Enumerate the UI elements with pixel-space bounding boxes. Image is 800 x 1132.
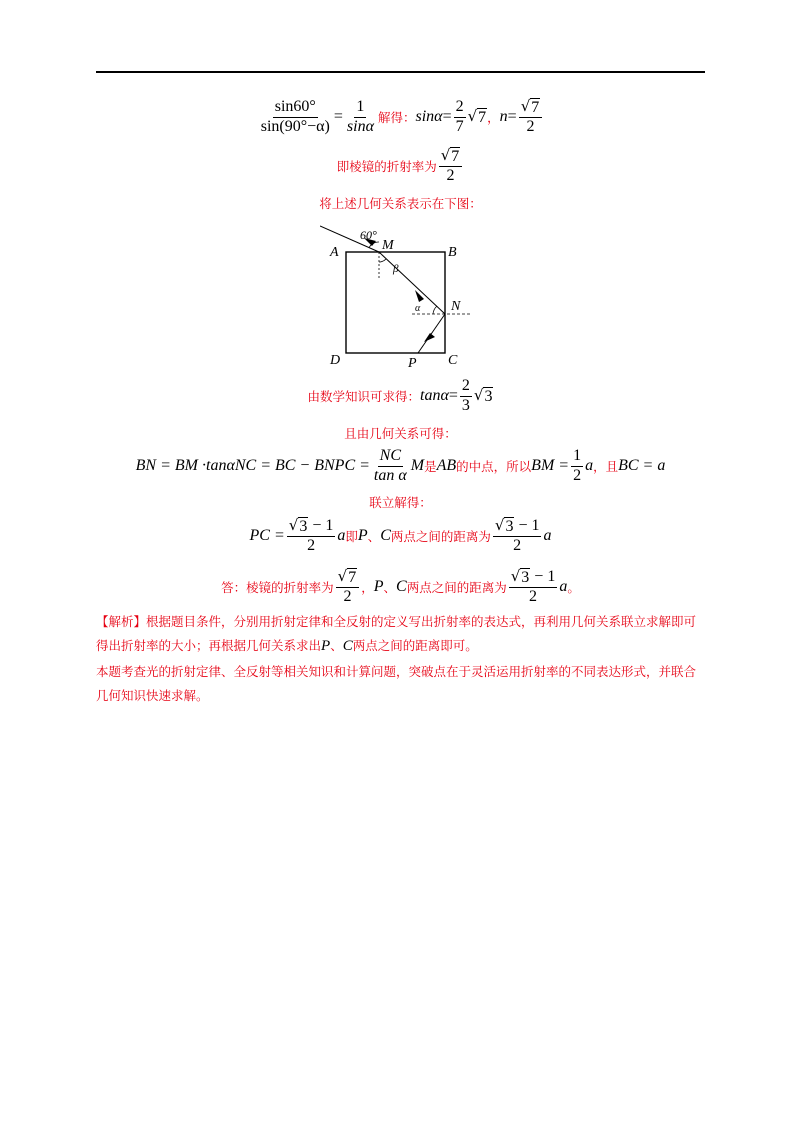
tan-intro-text: 由数学知识可求得： xyxy=(307,389,421,404)
distance-text: 两点之间的距离为 xyxy=(390,529,491,544)
c-point: C xyxy=(342,638,353,654)
a-var: a xyxy=(585,457,594,474)
label-beta: β xyxy=(393,263,399,275)
geometry-intro-line xyxy=(96,423,705,443)
denominator: 2 xyxy=(529,588,538,605)
m-point: M xyxy=(410,457,425,474)
analysis-tag: 【解析】 xyxy=(96,614,147,629)
pc-lhs: PC = xyxy=(249,527,285,544)
figure-intro-text: 将上述几何关系表示在下图： xyxy=(319,196,482,211)
p-point: P xyxy=(357,527,368,544)
denominator: 2 xyxy=(307,537,316,554)
period: 。 xyxy=(567,580,580,595)
denominator: tan α xyxy=(373,466,407,484)
summary-text: 本题考查光的折射定律、全反射等相关知识和计算问题，突破点在于灵活运用折射率的不同表达形式，并联合几何知识快速求解。 xyxy=(96,664,697,703)
fraction-2-7 xyxy=(454,98,466,136)
c-point: C xyxy=(396,578,407,595)
prism-diagram xyxy=(320,218,480,373)
alpha-arc xyxy=(433,306,437,314)
label-d: D xyxy=(330,353,341,368)
solve-jointly-text: 联立解得： xyxy=(369,495,432,510)
label-b: B xyxy=(448,245,457,260)
comma: ， xyxy=(361,580,374,595)
reflected-ray xyxy=(418,314,445,353)
denominator: 2 xyxy=(526,118,535,135)
radicand: 7 xyxy=(531,98,540,116)
figure-intro-line xyxy=(96,193,705,213)
answer-line xyxy=(96,565,705,609)
radicand: 3 xyxy=(505,517,514,535)
fraction-half xyxy=(571,447,583,485)
a-var: a xyxy=(337,527,346,544)
fraction-n: √ 7 2 xyxy=(519,98,543,137)
c-point: C xyxy=(380,527,391,544)
tan-alpha-line: 由数学知识可求得： tanα = $\frac{2}{3}$ √ 3 xyxy=(307,377,493,414)
geometry-relations-line xyxy=(96,446,705,486)
ab-segment: AB xyxy=(436,457,457,474)
label-alpha: α xyxy=(415,303,421,314)
reflected-arrow xyxy=(424,333,435,342)
numerator: 1 xyxy=(571,447,583,466)
separator: 、 xyxy=(330,638,343,653)
denominator: 7 xyxy=(455,117,464,135)
numerator: 1 xyxy=(354,98,366,117)
answer-text: 答：棱镜的折射率为 xyxy=(221,580,334,595)
minus-one: − 1 xyxy=(308,516,334,534)
denominator: sinα xyxy=(346,117,374,135)
n-label: n xyxy=(499,108,508,125)
numerator: NC xyxy=(378,447,403,466)
refractive-index-text: 即棱镜的折射率为 xyxy=(336,159,437,174)
denominator: 2 xyxy=(343,588,352,605)
denominator: 2 xyxy=(446,167,455,184)
denominator: sin(90°−α) xyxy=(260,117,330,135)
solve-jointly-line xyxy=(96,492,705,512)
radicand: 3 xyxy=(484,387,493,405)
refracted-ray xyxy=(379,252,445,314)
fraction-sqrt3-minus1-b: √ 3 − 1 2 xyxy=(494,515,540,554)
denominator: 2 xyxy=(513,537,522,554)
radicand: 3 xyxy=(299,517,308,535)
analysis-text-1-end: 两点之间的距离即可。 xyxy=(352,638,478,653)
radicand: 7 xyxy=(478,108,487,126)
fraction-one-over-sin xyxy=(345,98,376,136)
minus-one: − 1 xyxy=(530,567,556,585)
header-rule xyxy=(96,71,705,73)
sin-alpha: sinα xyxy=(415,108,443,125)
bn-nc-pc-expr: BN = BM ·tanαNC = BC − BNPC = xyxy=(135,457,370,474)
radicand: 7 xyxy=(451,147,460,165)
sqrt-3: √ 3 xyxy=(473,385,493,405)
tan-alpha: tanα xyxy=(420,387,449,404)
equation-snell: $\frac{\sin 60^\circ}{\sin(90^\circ-\alpha)}$ = $\frac{1}{\sin\alpha}$ 解得： sinα = $\frac{2}{7}$ √ 7 ， n = √ 7 2 xyxy=(96,94,705,140)
analysis-paragraph xyxy=(96,610,708,658)
separator: 、 xyxy=(367,529,381,544)
denominator: 2 xyxy=(573,466,582,484)
fraction-sqrt3-minus1: √ 3 − 1 2 xyxy=(288,515,334,554)
minus-one: − 1 xyxy=(514,516,540,534)
distance-text: 两点之间的距离为 xyxy=(406,580,507,595)
radicand: 3 xyxy=(521,568,530,586)
fraction-sin60 xyxy=(259,98,332,136)
fraction-nc-tan xyxy=(372,447,409,485)
denominator: 3 xyxy=(461,396,470,414)
numerator: sin60° xyxy=(273,98,318,117)
bc-expr: BC = a xyxy=(618,457,666,474)
p-point: P xyxy=(373,578,384,595)
a-var: a xyxy=(543,527,552,544)
sqrt-7: √ 7 xyxy=(467,106,487,126)
summary-paragraph xyxy=(96,660,708,708)
text-and: ，且 xyxy=(593,459,619,474)
text-midpoint: 的中点，所以 xyxy=(456,459,532,474)
text-ie: 即 xyxy=(345,529,358,544)
label-m: M xyxy=(382,238,394,253)
analysis-text-1: 根据题目条件，分别用折射定律和全反射的定义写出折射率的表达式，再利用几何关系联立求解即可得出折射率的大小；再根据几何关系求出 xyxy=(96,614,697,653)
numerator: 2 xyxy=(460,377,472,396)
radicand: 7 xyxy=(348,568,357,586)
label-a: A xyxy=(330,245,339,260)
label-c: C xyxy=(448,353,458,368)
a-var: a xyxy=(559,578,568,595)
label-60-deg: 60° xyxy=(360,228,377,242)
separator: 、 xyxy=(383,580,397,595)
refracted-arrow xyxy=(415,290,424,302)
fraction-sqrt7-2: √ 7 2 xyxy=(439,147,463,186)
text-is: 是 xyxy=(424,459,437,474)
fraction-sqrt7-2: √ 7 2 xyxy=(336,568,360,607)
label-p: P xyxy=(408,356,417,371)
pc-result-line xyxy=(96,514,705,558)
bm-expr: BM = xyxy=(531,457,570,474)
solve-text: 解得： xyxy=(377,110,416,125)
fraction-sqrt3-minus1-c: √ 3 − 1 2 xyxy=(510,566,556,605)
p-point: P xyxy=(321,638,331,654)
label-n: N xyxy=(451,299,461,314)
geometry-intro-text: 且由几何关系可得： xyxy=(344,426,457,441)
numerator: 2 xyxy=(454,98,466,117)
refractive-index-line xyxy=(96,146,705,186)
fraction-2-3 xyxy=(460,377,472,415)
beta-arc xyxy=(379,259,386,262)
